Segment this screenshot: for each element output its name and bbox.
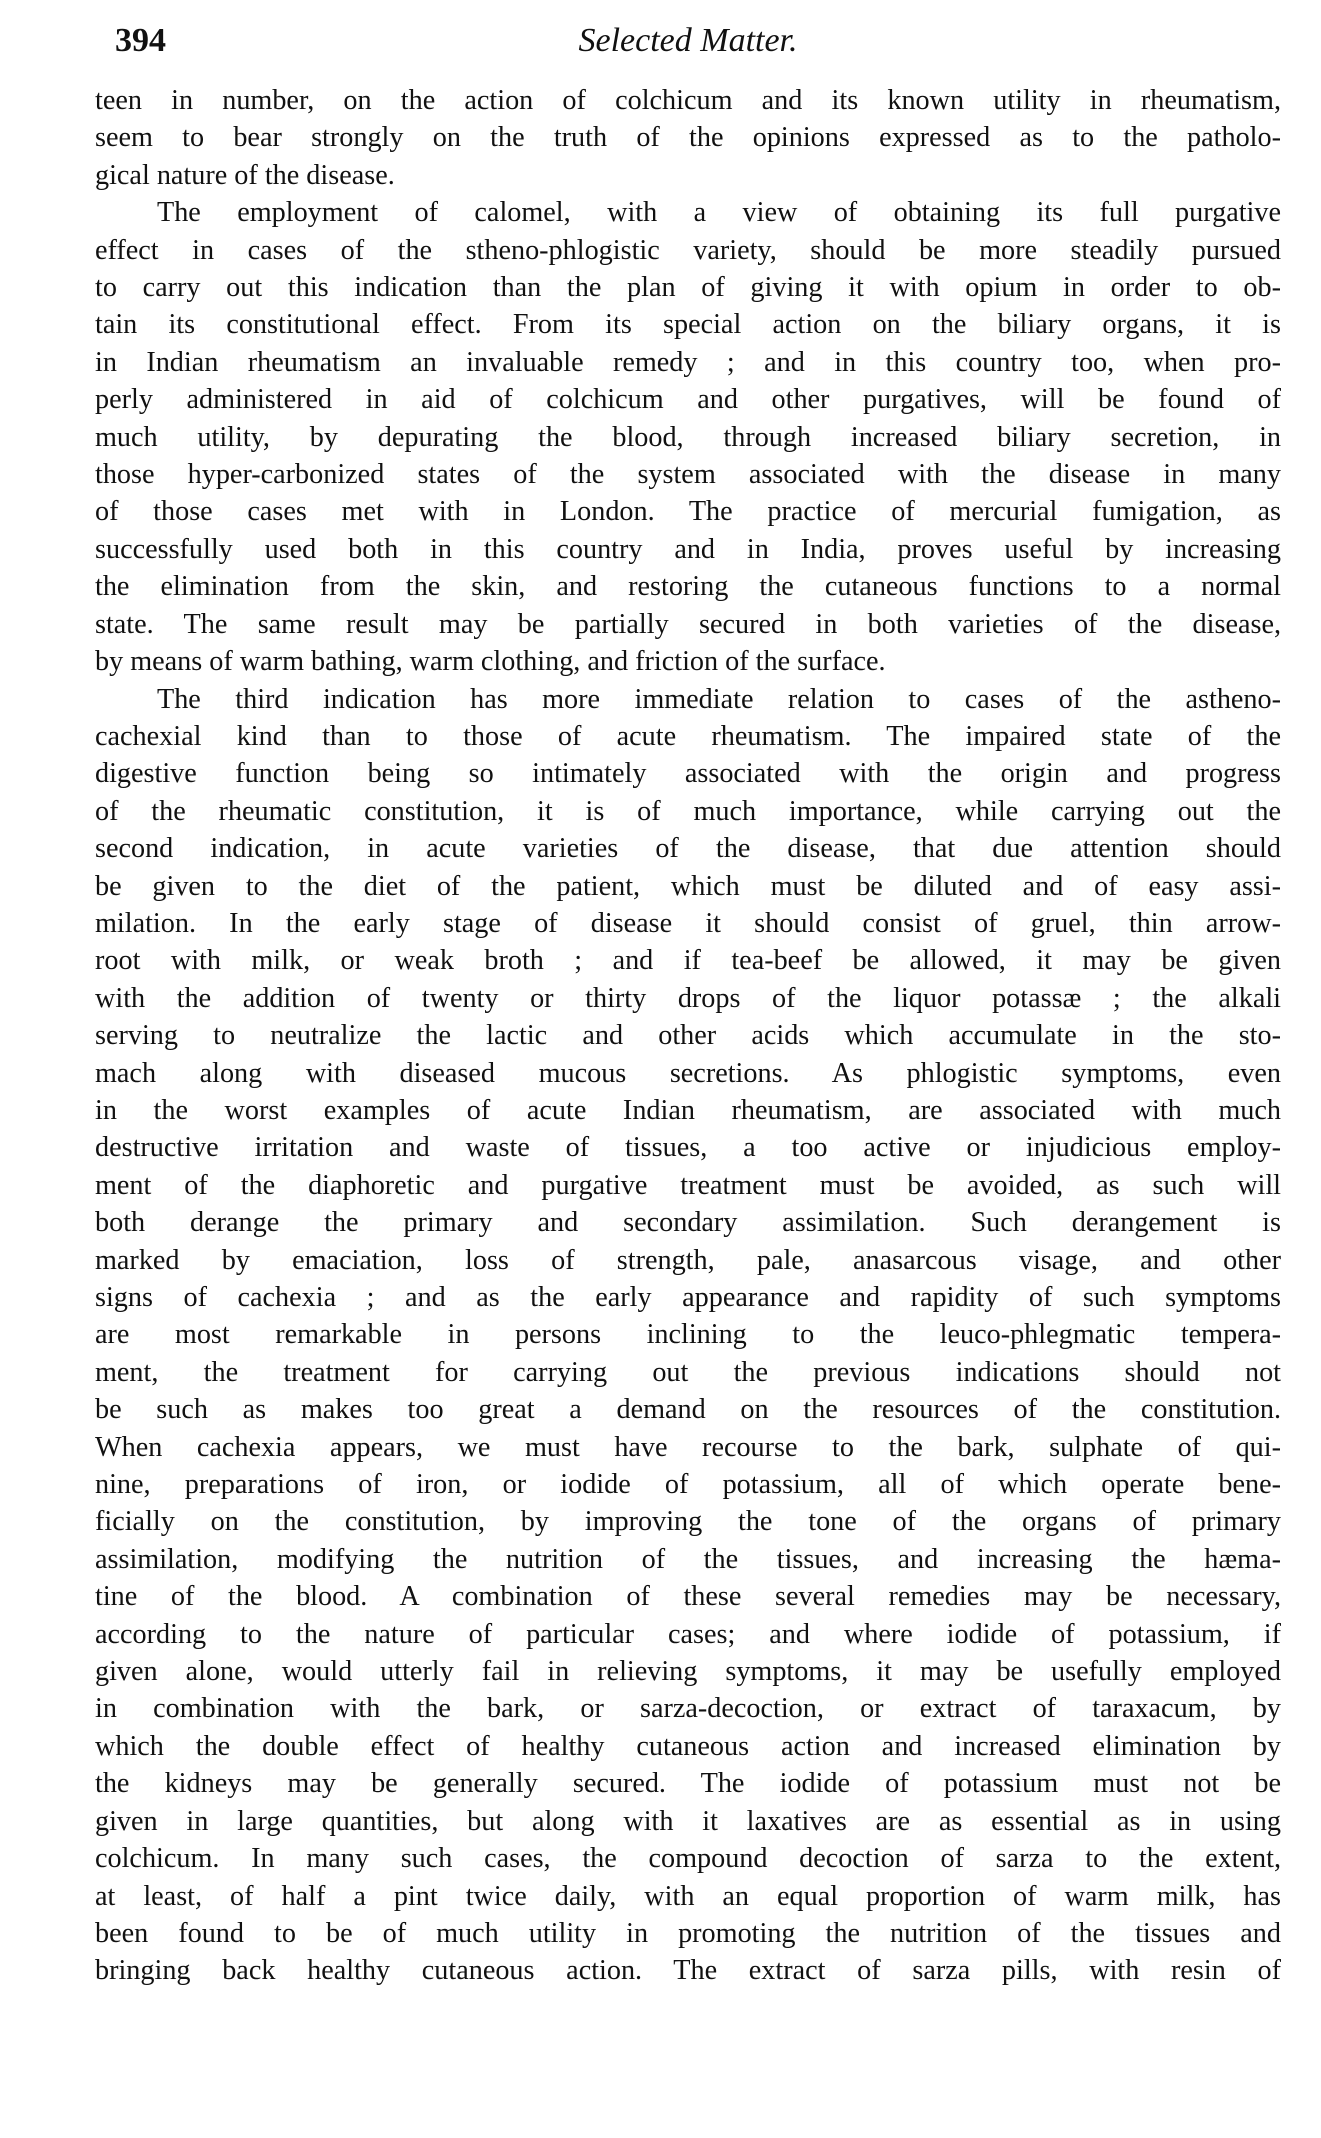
text-line: marked by emaciation, loss of strength, pale, anasarcous visage, and other	[95, 1244, 1281, 1276]
text-line: in Indian rheumatism an invaluable remedy ; and in this country too, when pro-	[95, 346, 1281, 378]
text-line: tain its constitutional effect. From its special action on the biliary organs, it is	[95, 309, 1281, 341]
text-line: which the double effect of healthy cutaneous action and increased elimination by	[95, 1730, 1281, 1762]
text-line: tine of the blood. A combination of these several remedies may be necessary,	[95, 1581, 1281, 1613]
text-line: the elimination from the skin, and restoring the cutaneous functions to a normal	[95, 571, 1281, 603]
page-header	[95, 22, 1281, 72]
text-line: serving to neutralize the lactic and other acids which accumulate in the sto-	[95, 1020, 1281, 1052]
text-line: both derange the primary and secondary assimilation. Such derangement is	[95, 1207, 1281, 1239]
text-line: the kidneys may be generally secured. The iodide of potassium must not be	[95, 1768, 1281, 1800]
text-line: colchicum. In many such cases, the compound decoction of sarza to the extent,	[95, 1843, 1281, 1875]
text-line: The employment of calomel, with a view of obtaining its full purgative	[157, 197, 1281, 229]
text-line: gical nature of the disease.	[95, 159, 395, 191]
text-line: ment, the treatment for carrying out the previous indications should not	[95, 1356, 1281, 1388]
text-line: The third indication has more immediate relation to cases of the astheno-	[157, 683, 1281, 715]
text-line: at least, of half a pint twice daily, with an equal proportion of warm milk, has	[95, 1880, 1281, 1912]
text-line: successfully used both in this country and in India, proves useful by increasing	[95, 533, 1281, 565]
text-line: cachexial kind than to those of acute rheumatism. The impaired state of the	[95, 720, 1281, 752]
text-line: with the addition of twenty or thirty drops of the liquor potassæ ; the alkali	[95, 982, 1281, 1014]
text-line: nine, preparations of iron, or iodide of potassium, all of which operate bene-	[95, 1469, 1281, 1501]
text-line: to carry out this indication than the plan of giving it with opium in order to ob-	[95, 272, 1281, 304]
text-line: been found to be of much utility in promoting the nutrition of the tissues and	[95, 1917, 1281, 1949]
text-line: milation. In the early stage of disease it should consist of gruel, thin arrow-	[95, 907, 1281, 939]
text-line: bringing back healthy cutaneous action. The extract of sarza pills, with resin of	[95, 1955, 1281, 1987]
text-line: in the worst examples of acute Indian rheumatism, are associated with much	[95, 1094, 1281, 1126]
text-line: by means of warm bathing, warm clothing, and friction of the surface.	[95, 646, 886, 678]
text-line: mach along with diseased mucous secretions. As phlogistic symptoms, even	[95, 1057, 1281, 1089]
text-line: ficially on the constitution, by improving the tone of the organs of primary	[95, 1506, 1281, 1538]
running-title: Selected Matter.	[578, 22, 798, 59]
text-line: of those cases met with in London. The practice of mercurial fumigation, as	[95, 496, 1281, 528]
page-number: 394	[115, 22, 166, 59]
text-line: signs of cachexia ; and as the early appearance and rapidity of such symptoms	[95, 1282, 1281, 1313]
text-line: those hyper-carbonized states of the system associated with the disease in many	[95, 459, 1281, 491]
text-line: be given to the diet of the patient, which must be diluted and of easy assi-	[95, 870, 1281, 902]
text-line: digestive function being so intimately associated with the origin and progress	[95, 758, 1281, 790]
text-line: When cachexia appears, we must have recourse to the bark, sulphate of qui-	[95, 1431, 1281, 1463]
text-line: are most remarkable in persons inclining to the leuco-phlegmatic tempera-	[95, 1319, 1281, 1351]
text-line: assimilation, modifying the nutrition of the tissues, and increasing the hæma-	[95, 1543, 1281, 1575]
text-line: effect in cases of the stheno-phlogistic variety, should be more steadily pursued	[95, 234, 1281, 266]
text-line: perly administered in aid of colchicum and other purgatives, will be found of	[95, 384, 1281, 416]
text-line: of the rheumatic constitution, it is of much importance, while carrying out the	[95, 795, 1281, 827]
text-line: root with milk, or weak broth ; and if tea-beef be allowed, it may be given	[95, 945, 1281, 977]
text-line: according to the nature of particular cases; and where iodide of potassium, if	[95, 1618, 1281, 1650]
text-line: be such as makes too great a demand on the resources of the constitution.	[95, 1394, 1281, 1426]
text-line: seem to bear strongly on the truth of the opinions expressed as to the patholo-	[95, 122, 1281, 154]
text-line: second indication, in acute varieties of the disease, that due attention should	[95, 833, 1281, 865]
text-line: given in large quantities, but along with it laxatives are as essential as in using	[95, 1805, 1281, 1837]
text-line: destructive irritation and waste of tissues, a too active or injudicious employ-	[95, 1132, 1281, 1164]
text-line: much utility, by depurating the blood, through increased biliary secretion, in	[95, 421, 1281, 453]
text-line: teen in number, on the action of colchicum and its known utility in rheumatism,	[95, 85, 1281, 116]
text-line: in combination with the bark, or sarza-decoction, or extract of taraxacum, by	[95, 1693, 1281, 1725]
text-line: given alone, would utterly fail in relieving symptoms, it may be usefully employed	[95, 1656, 1281, 1688]
text-line: state. The same result may be partially secured in both varieties of the disease,	[95, 608, 1281, 640]
body-text	[95, 82, 1281, 1990]
text-line: ment of the diaphoretic and purgative treatment must be avoided, as such will	[95, 1169, 1281, 1201]
